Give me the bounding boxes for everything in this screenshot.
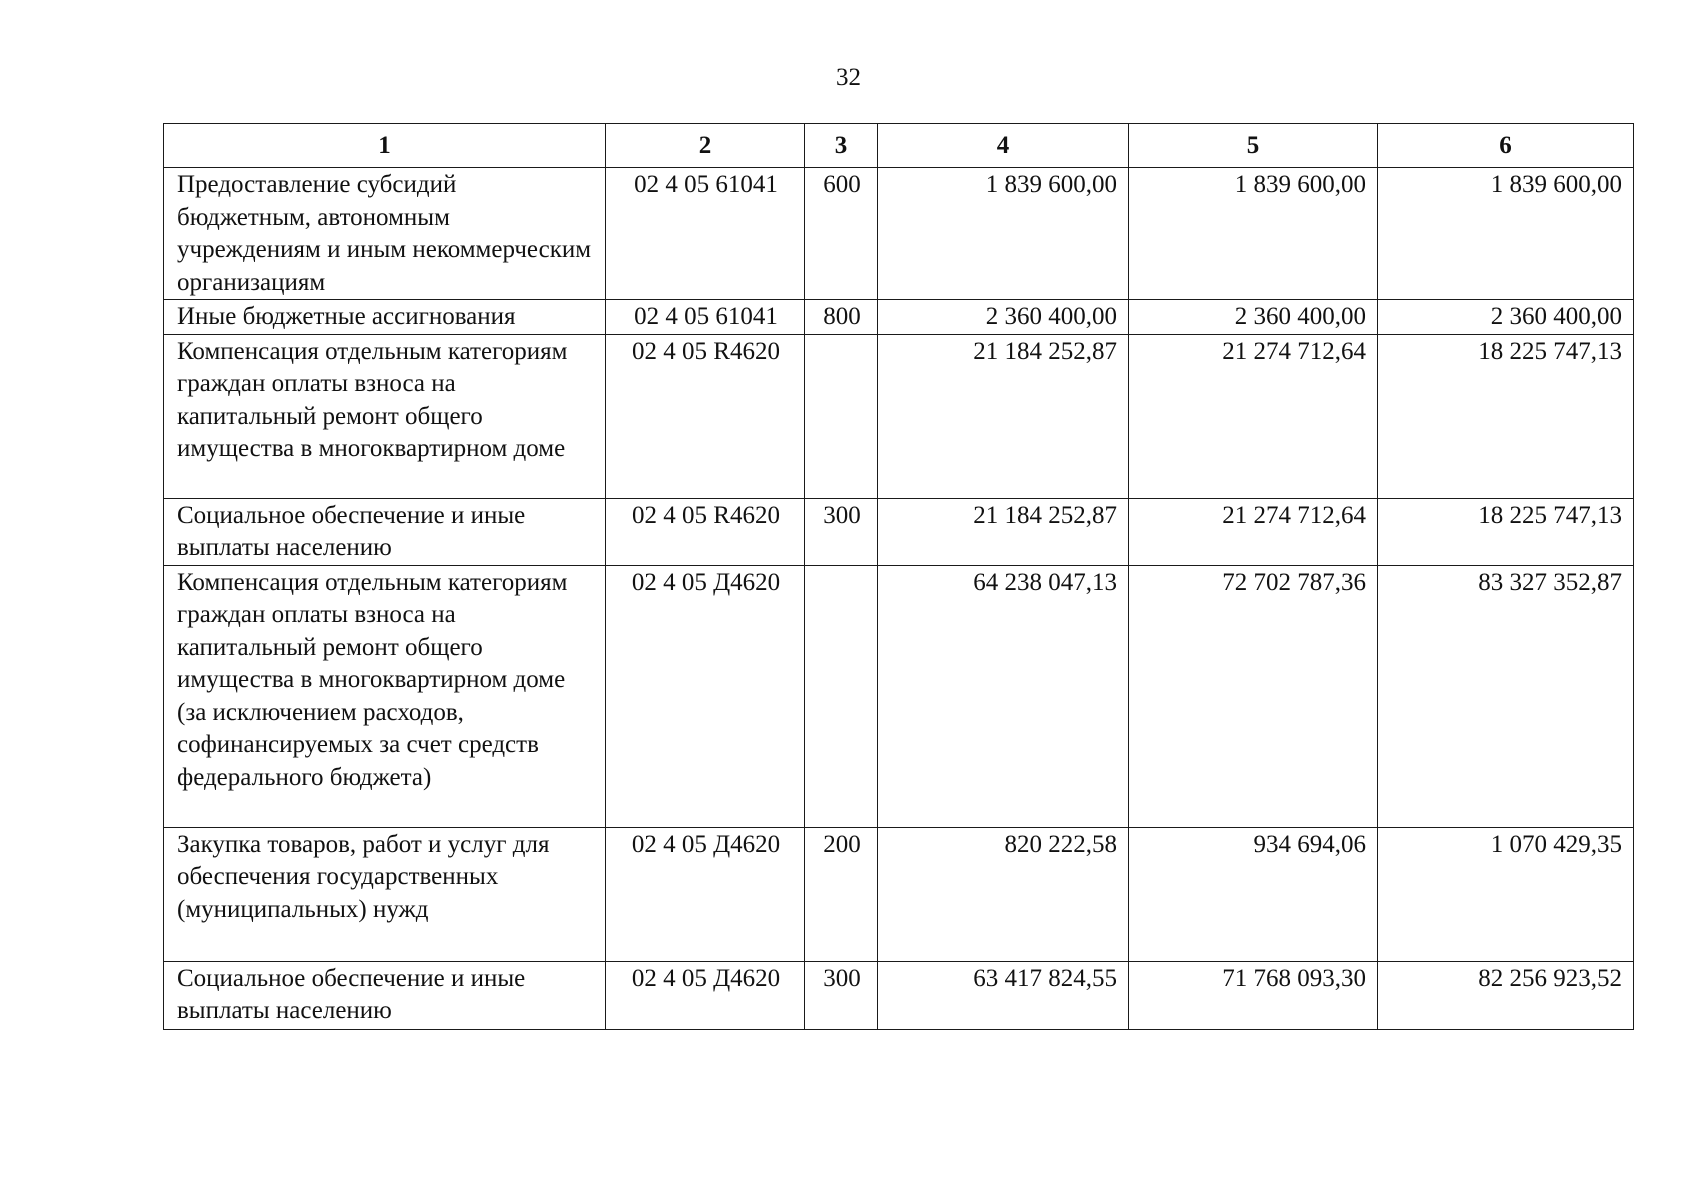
row-value-col6: 2 360 400,00: [1378, 300, 1634, 335]
row-value-col4: 2 360 400,00: [878, 300, 1129, 335]
column-header-2: 2: [606, 124, 805, 168]
row-code: 02 4 05 Д4620: [606, 827, 805, 961]
row-value-col4: 1 839 600,00: [878, 168, 1129, 300]
row-value-col5: 21 274 712,64: [1129, 334, 1378, 498]
column-header-6: 6: [1378, 124, 1634, 168]
row-code: 02 4 05 Д4620: [606, 961, 805, 1029]
row-value-col4: 820 222,58: [878, 827, 1129, 961]
budget-table: [163, 123, 1634, 1030]
row-name: Социальное обеспечение и иные выплаты населению: [164, 961, 606, 1029]
row-value-col5: 71 768 093,30: [1129, 961, 1378, 1029]
row-value-col6: 1 839 600,00: [1378, 168, 1634, 300]
row-name: Иные бюджетные ассигнования: [164, 300, 606, 335]
column-header-5: 5: [1129, 124, 1378, 168]
column-header-3: 3: [805, 124, 878, 168]
column-header-1: 1: [164, 124, 606, 168]
row-name: Предоставление субсидий бюджетным, автономным учреждениям и иным некоммерческим организациям: [164, 168, 606, 300]
row-value-col4: 21 184 252,87: [878, 498, 1129, 565]
row-value-col5: 21 274 712,64: [1129, 498, 1378, 565]
row-value-col6: 1 070 429,35: [1378, 827, 1634, 961]
row-value-col6: 18 225 747,13: [1378, 334, 1634, 498]
row-expense-type: 800: [805, 300, 878, 335]
row-value-col5: 934 694,06: [1129, 827, 1378, 961]
row-name: Компенсация отдельным категориям граждан оплаты взноса на капитальный ремонт общего имущества в многоквартирном доме: [164, 334, 606, 498]
row-code: 02 4 05 61041: [606, 300, 805, 335]
table-row: [164, 498, 1634, 565]
row-name: Закупка товаров, работ и услуг для обеспечения государственных (муниципальных) нужд: [164, 827, 606, 961]
row-code: 02 4 05 R4620: [606, 334, 805, 498]
row-expense-type: 200: [805, 827, 878, 961]
row-value-col5: 1 839 600,00: [1129, 168, 1378, 300]
row-expense-type: [805, 334, 878, 498]
table-row: [164, 168, 1634, 300]
row-value-col4: 64 238 047,13: [878, 565, 1129, 827]
row-value-col4: 63 417 824,55: [878, 961, 1129, 1029]
row-value-col6: 83 327 352,87: [1378, 565, 1634, 827]
row-expense-type: 600: [805, 168, 878, 300]
row-value-col5: 2 360 400,00: [1129, 300, 1378, 335]
table-row: [164, 334, 1634, 498]
row-expense-type: [805, 565, 878, 827]
row-code: 02 4 05 61041: [606, 168, 805, 300]
row-code: 02 4 05 Д4620: [606, 565, 805, 827]
row-name: Социальное обеспечение и иные выплаты населению: [164, 498, 606, 565]
row-value-col6: 82 256 923,52: [1378, 961, 1634, 1029]
table-row: [164, 827, 1634, 961]
column-header-4: 4: [878, 124, 1129, 168]
row-expense-type: 300: [805, 961, 878, 1029]
row-name: Компенсация отдельным категориям граждан оплаты взноса на капитальный ремонт общего имущества в многоквартирном доме (за исключением расходов, софинансируемых за счет средств федерального бюджета): [164, 565, 606, 827]
table-row: [164, 565, 1634, 827]
page-number: 32: [836, 64, 861, 91]
table-row: [164, 300, 1634, 335]
row-code: 02 4 05 R4620: [606, 498, 805, 565]
row-expense-type: 300: [805, 498, 878, 565]
row-value-col5: 72 702 787,36: [1129, 565, 1378, 827]
row-value-col4: 21 184 252,87: [878, 334, 1129, 498]
row-value-col6: 18 225 747,13: [1378, 498, 1634, 565]
table-header-row: [164, 124, 1634, 168]
table-row: [164, 961, 1634, 1029]
